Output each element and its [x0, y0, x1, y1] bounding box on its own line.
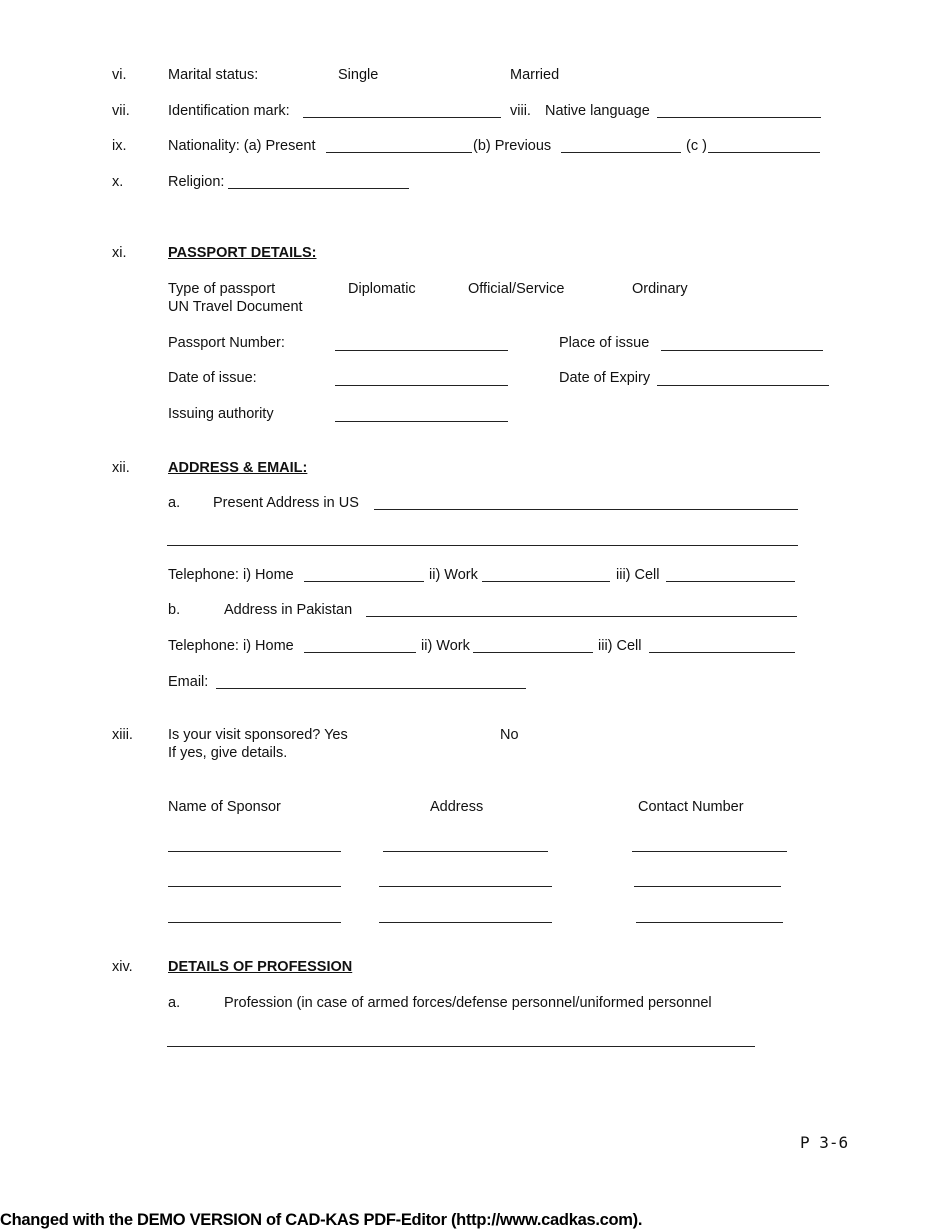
profession-a-letter: a.: [168, 995, 181, 1011]
pk-telephone-home-label: Telephone: i) Home: [168, 638, 294, 654]
us-telephone-cell-field[interactable]: [666, 581, 795, 582]
date-of-issue-label: Date of issue:: [168, 370, 257, 386]
sponsor-address-field-3[interactable]: [379, 922, 552, 923]
address-b-letter: b.: [168, 602, 181, 618]
nationality-c-field[interactable]: [708, 152, 820, 153]
email-field[interactable]: [216, 688, 526, 689]
item-number-vii: vii.: [112, 103, 130, 119]
email-label: Email:: [168, 674, 209, 690]
identification-mark-label: Identification mark:: [168, 103, 290, 119]
address-pakistan-field[interactable]: [366, 616, 797, 617]
pk-telephone-work-label: ii) Work: [421, 638, 470, 654]
item-number-viii: viii.: [510, 103, 531, 119]
pk-telephone-cell-field[interactable]: [649, 652, 795, 653]
sponsor-address-header: Address: [430, 799, 484, 815]
date-of-expiry-label: Date of Expiry: [559, 370, 651, 386]
profession-field[interactable]: [167, 1046, 755, 1047]
pk-telephone-home-field[interactable]: [304, 652, 416, 653]
passport-option-diplomatic[interactable]: Diplomatic: [348, 281, 416, 297]
us-telephone-cell-label: iii) Cell: [616, 567, 660, 583]
present-address-us-label: Present Address in US: [213, 495, 359, 511]
marital-option-single[interactable]: Single: [338, 67, 379, 83]
passport-type-label: Type of passport: [168, 281, 276, 297]
present-address-us-field[interactable]: [374, 509, 798, 510]
profession-heading: DETAILS OF PROFESSION: [168, 959, 353, 975]
us-telephone-work-field[interactable]: [482, 581, 610, 582]
passport-details-heading: PASSPORT DETAILS:: [168, 245, 317, 261]
passport-option-official[interactable]: Official/Service: [468, 281, 565, 297]
page-number: P 3-6: [800, 1133, 849, 1152]
identification-mark-field[interactable]: [303, 117, 501, 118]
sponsor-name-field-1[interactable]: [168, 851, 341, 852]
issuing-authority-label: Issuing authority: [168, 406, 274, 422]
us-telephone-work-label: ii) Work: [429, 567, 478, 583]
profession-label: Profession (in case of armed forces/defense personnel/uniformed personnel: [224, 995, 712, 1011]
sponsor-address-field-1[interactable]: [383, 851, 548, 852]
item-number-x: x.: [112, 174, 124, 190]
address-a-letter: a.: [168, 495, 181, 511]
religion-label: Religion:: [168, 174, 225, 190]
passport-number-field[interactable]: [335, 350, 508, 351]
item-number-ix: ix.: [112, 138, 127, 154]
marital-status-label: Marital status:: [168, 67, 259, 83]
address-email-heading: ADDRESS & EMAIL:: [168, 460, 308, 476]
demo-watermark-banner: Changed with the DEMO VERSION of CAD-KAS PDF-Editor (http://www.cadkas.com).: [0, 1211, 643, 1229]
date-of-issue-field[interactable]: [335, 385, 508, 386]
marital-option-married[interactable]: Married: [510, 67, 560, 83]
item-number-xiv: xiv.: [112, 959, 133, 975]
item-number-xii: xii.: [112, 460, 130, 476]
address-pakistan-label: Address in Pakistan: [224, 602, 353, 618]
present-address-us-field-line2[interactable]: [167, 545, 798, 546]
nationality-present-field[interactable]: [326, 152, 472, 153]
item-number-xiii: xiii.: [112, 727, 133, 743]
native-language-field[interactable]: [657, 117, 821, 118]
sponsor-contact-field-2[interactable]: [634, 886, 781, 887]
sponsor-name-field-2[interactable]: [168, 886, 341, 887]
sponsored-question[interactable]: Is your visit sponsored? Yes: [168, 727, 348, 743]
passport-option-un[interactable]: UN Travel Document: [168, 299, 303, 315]
place-of-issue-label: Place of issue: [559, 335, 650, 351]
native-language-label: Native language: [545, 103, 650, 119]
sponsor-contact-field-3[interactable]: [636, 922, 783, 923]
us-telephone-home-field[interactable]: [304, 581, 424, 582]
sponsored-option-no[interactable]: No: [500, 727, 519, 743]
sponsor-name-header: Name of Sponsor: [168, 799, 281, 815]
nationality-previous-label: (b) Previous: [473, 138, 552, 154]
sponsor-contact-header: Contact Number: [638, 799, 744, 815]
nationality-c-label: (c ): [686, 138, 707, 154]
sponsor-name-field-3[interactable]: [168, 922, 341, 923]
issuing-authority-field[interactable]: [335, 421, 508, 422]
sponsor-contact-field-1[interactable]: [632, 851, 787, 852]
passport-option-ordinary[interactable]: Ordinary: [632, 281, 688, 297]
us-telephone-home-label: Telephone: i) Home: [168, 567, 294, 583]
item-number-xi: xi.: [112, 245, 127, 261]
pk-telephone-work-field[interactable]: [473, 652, 593, 653]
sponsor-address-field-2[interactable]: [379, 886, 552, 887]
pk-telephone-cell-label: iii) Cell: [598, 638, 642, 654]
religion-field[interactable]: [228, 188, 409, 189]
sponsored-if-yes-label: If yes, give details.: [168, 745, 288, 761]
passport-number-label: Passport Number:: [168, 335, 285, 351]
date-of-expiry-field[interactable]: [657, 385, 829, 386]
nationality-previous-field[interactable]: [561, 152, 681, 153]
nationality-present-label: Nationality: (a) Present: [168, 138, 316, 154]
item-number-vi: vi.: [112, 67, 127, 83]
place-of-issue-field[interactable]: [661, 350, 823, 351]
